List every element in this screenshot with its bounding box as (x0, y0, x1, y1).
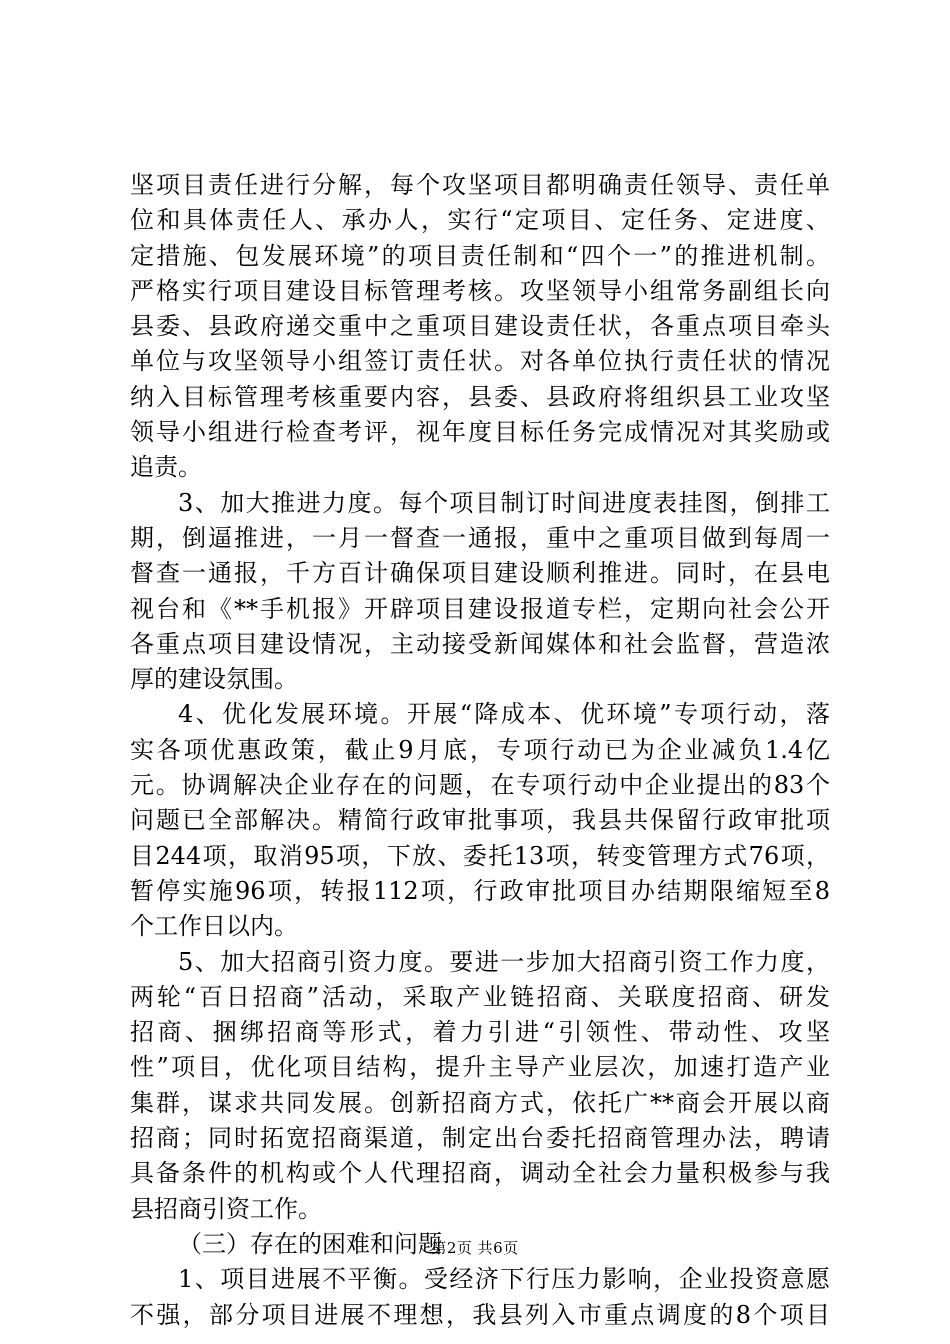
paragraph-start-line: 5、加大招商引资力度。要进一步加大招商引资工作力度， (178, 947, 830, 976)
text-line: 不强，部分项目进展不理想，我县列入市重点调度的8个项目 (130, 1300, 830, 1329)
text-line: 定措施、包发展环境”的项目责任制和“四个一”的推进机制。 (130, 241, 830, 270)
text-line: 两轮“百日招商”活动，采取产业链招商、关联度招商、研发 (130, 982, 830, 1011)
text-line: 县委、县政府递交重中之重项目建设责任状，各重点项目牵头 (130, 312, 830, 341)
text-line: 实各项优惠政策，截止9月底，专项行动已为企业减负1.4亿 (130, 735, 830, 764)
text-line: 位和具体责任人、承办人，实行“定项目、定任务、定进度、 (130, 206, 830, 235)
text-line: 领导小组进行检查考评，视年度目标任务完成情况对其奖励或 (130, 418, 830, 447)
text-line: 问题已全部解决。精简行政审批事项，我县共保留行政审批项 (130, 806, 830, 835)
text-line: 个工作日以内。 (130, 912, 298, 941)
text-line: 视台和《**手机报》开辟项目建设报道专栏，定期向社会公开 (130, 594, 830, 623)
document-body (130, 168, 830, 1333)
text-line: 单位与攻坚领导小组签订责任状。对各单位执行责任状的情况 (130, 347, 830, 376)
text-line: 元。协调解决企业存在的问题，在专项行动中企业提出的83个 (130, 771, 830, 800)
text-line: 厚的建设氛围。 (130, 665, 298, 694)
paragraph-start-line: 3、加大推进力度。每个项目制订时间进度表挂图，倒排工 (178, 488, 830, 517)
text-line: 暂停实施96项，转报112项，行政审批项目办结期限缩短至8 (130, 876, 830, 905)
text-line: 追责。 (130, 453, 202, 482)
text-line: 集群，谋求共同发展。创新招商方式，依托广**商会开展以商 (130, 1088, 830, 1117)
text-line: 严格实行项目建设目标管理考核。攻坚领导小组常务副组长向 (130, 276, 830, 305)
page-footer: 第2页 共6页 (431, 1239, 519, 1257)
text-line: 督查一通报，千方百计确保项目建设顺利推进。同时，在县电 (130, 559, 830, 588)
text-line: 招商；同时拓宽招商渠道，制定出台委托招商管理办法，聘请 (130, 1124, 830, 1153)
text-line: 县招商引资工作。 (130, 1194, 322, 1223)
paragraph-start-line: 1、项目进展不平衡。受经济下行压力影响，企业投资意愿 (178, 1265, 830, 1294)
text-line: 目244项，取消95项，下放、委托13项，转变管理方式76项， (130, 841, 830, 870)
text-line: 各重点项目建设情况，主动接受新闻媒体和社会监督，营造浓 (130, 629, 830, 658)
text-line: 坚项目责任进行分解，每个攻坚项目都明确责任领导、责任单 (130, 171, 830, 199)
section-heading: （三）存在的困难和问题 (178, 1229, 442, 1258)
text-line: 具备条件的机构或个人代理招商，调动全社会力量积极参与我 (130, 1159, 830, 1188)
text-line: 性”项目，优化项目结构，提升主导产业层次，加速打造产业 (130, 1053, 830, 1082)
text-line: 纳入目标管理考核重要内容，县委、县政府将组织县工业攻坚 (130, 382, 830, 411)
text-line: 招商、捆绑招商等形式，着力引进“引领性、带动性、攻坚 (130, 1018, 830, 1047)
paragraph-start-line: 4、优化发展环境。开展“降成本、优环境”专项行动，落 (178, 700, 830, 729)
text-line: 期，倒逼推进，一月一督查一通报，重中之重项目做到每周一 (130, 523, 830, 552)
